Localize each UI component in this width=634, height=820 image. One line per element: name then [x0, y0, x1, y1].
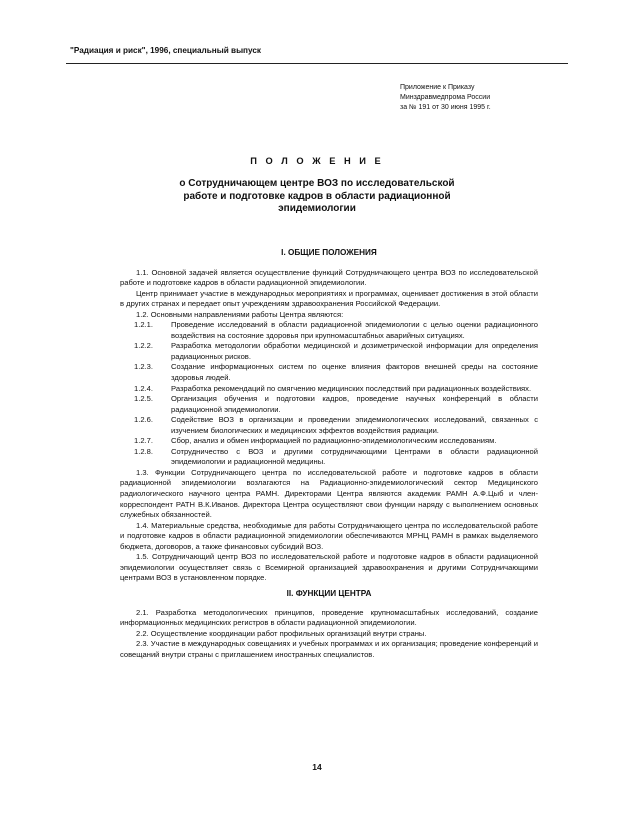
paragraph: 2.2. Осуществление координации работ профильных организаций внутри страны.	[136, 628, 427, 638]
section-heading: I. ОБЩИЕ ПОЛОЖЕНИЯ	[281, 248, 377, 257]
page-number: 14	[312, 762, 322, 772]
list-item-number: 1.2.3.	[134, 362, 153, 372]
list-item	[120, 447, 538, 468]
document-body	[120, 248, 538, 660]
list-item-text: Создание информационных систем по оценке влияния факторов внешней среды на состояние здоровья людей.	[171, 362, 538, 383]
appendix-line: Приложение к Приказу	[400, 84, 475, 91]
journal-header: "Радиация и риск", 1996, специальный выпуск	[70, 46, 262, 55]
subtitle-line: работе и подготовке кадров в области радиационной	[183, 190, 451, 202]
list-item-number: 1.2.4.	[134, 383, 153, 393]
list-item-number: 1.2.7.	[134, 436, 153, 446]
list-item-text: Сотрудничество с ВОЗ и другими сотрудничающими Центрами в области радиационной эпидемиологии и радиационной медицины.	[171, 446, 538, 467]
list-item-text: Организация обучения и подготовки кадров, проведение научных конференций в области радиационной эпидемиологии.	[171, 394, 538, 414]
list-item	[120, 341, 538, 362]
header-rule	[66, 63, 568, 64]
subtitle-line: эпидемиологии	[278, 203, 356, 214]
document-subtitle	[150, 178, 484, 216]
list-item	[120, 415, 538, 436]
section-heading: II. ФУНКЦИИ ЦЕНТРА	[286, 588, 372, 598]
paragraph: 2.3. Участие в международных совещаниях и учебных программах и их организация; проведение конференций и совещаний внутри страны с приглашением иностранных специалистов.	[120, 639, 538, 659]
paragraph: 1.1. Основной задачей является осуществление функций Сотрудничающего центра ВОЗ по исследовательской работе и подготовке кадров в области радиационной эпидемиологии.	[120, 267, 538, 288]
paragraph: 1.2. Основными направлениями работы Центра являются:	[136, 309, 344, 319]
document-title: П О Л О Ж Е Н И Е	[250, 156, 384, 166]
appendix-line: Минздравмедпрома России	[400, 94, 491, 101]
list-item	[120, 320, 538, 341]
list-item-number: 1.2.5.	[134, 394, 153, 404]
appendix-line: за № 191 от 30 июня 1995 г.	[400, 104, 491, 111]
list-item-number: 1.2.6.	[134, 415, 153, 425]
list-item-text: Разработка рекомендаций по смягчению медицинских последствий при радиационных воздействиях.	[171, 383, 532, 393]
paragraph: 1.5. Сотрудничающий центр ВОЗ по исследовательской работе и подготовке кадров в области радиационной эпидемиологии осуществляет связь с Всемирной организацией здравоохранения и другими Сотрудничающими центрами ВОЗ в установленном порядке.	[120, 552, 538, 583]
list-item-text: Проведение исследований в области радиационной эпидемиологии с целью оценки радиационного воздействия на состояние здоровья при крупномасштабных аварийных ситуациях.	[171, 320, 538, 340]
list-item	[120, 394, 538, 415]
list-item-text: Содействие ВОЗ в организации и проведении эпидемиологических исследований, связанных с изучением биологических и медицинских эффектов воздействия радиации.	[171, 415, 538, 435]
list-item	[120, 436, 538, 447]
paragraph: Центр принимает участие в международных мероприятиях и программах, оценивает достижения в этой области в других странах и передает опыт учреждениям здравоохранения Российской Федерации.	[120, 288, 538, 309]
list-item-number: 1.2.2.	[134, 341, 153, 351]
subtitle-line: о Сотрудничающем центре ВОЗ по исследовательской	[179, 178, 455, 189]
list-item	[120, 384, 538, 395]
list-item-text: Разработка методологии обработки медицинской и дозиметрической информации для определения радиационных рисков.	[171, 341, 538, 361]
appendix-note	[400, 83, 491, 113]
paragraph: 1.4. Материальные средства, необходимые для работы Сотрудничающего центра по исследовательской работе и подготовке кадров в области радиационной эпидемиологии обеспечиваются МРНЦ РАМН в рамках выделяемого бюджета, договоров, а также финансовых субсидий ВОЗ.	[120, 520, 538, 551]
list-item	[120, 362, 538, 383]
list-item-text: Сбор, анализ и обмен информацией по радиационно-эпидемиологическим исследованиям.	[171, 436, 497, 446]
paragraph: 2.1. Разработка методологических принципов, проведение крупномасштабных исследований, создание информационных медицинских регистров в области радиационной эпидемиологии.	[120, 607, 538, 628]
list-item-number: 1.2.8.	[134, 446, 153, 456]
paragraph: 1.3. Функции Сотрудничающего центра по исследовательской работе и подготовке кадров в области радиационной эпидемиологии возлагаются на Радиационно-эпидемиологический сектор Медицинского радиологического научного центра РАМН. Директорами Центра являются академик РАМН А.Ф.Цыб и член-корреспондент РАТН В.К.Иванов. Директора Центра осуществляют свои функции наряду с выполнением основных служебных обязанностей.	[120, 467, 538, 520]
list-item-number: 1.2.1.	[134, 320, 153, 330]
